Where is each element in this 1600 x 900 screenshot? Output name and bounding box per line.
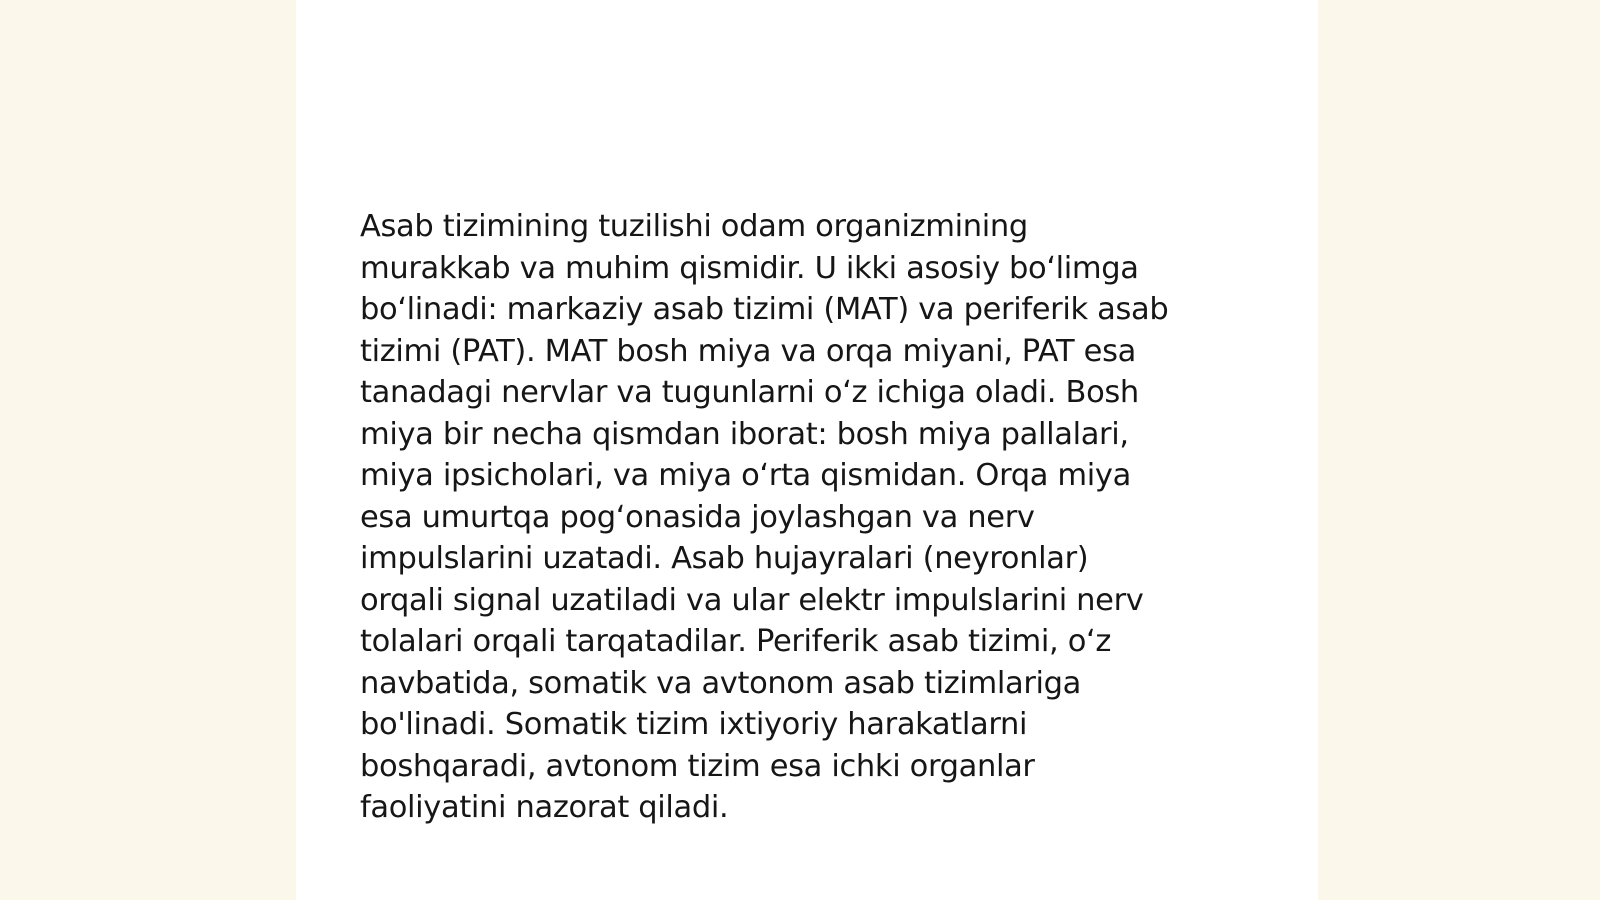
text-line: tolalari orqali tarqatadilar. Periferik asab tizimi, o‘z	[360, 624, 1112, 659]
text-line: navbatida, somatik va avtonom asab tizimlariga	[360, 665, 1082, 701]
text-line: bo'linadi. Somatik tizim ixtiyoriy harakatlarni	[360, 707, 1028, 742]
text-line: faoliyatini nazorat qiladi.	[360, 790, 729, 825]
text-line: murakkab va muhim qismidir. U ikki asosiy bo‘limga	[360, 250, 1139, 286]
body-paragraph	[360, 206, 1250, 829]
text-line: boshqaradi, avtonom tizim esa ichki organlar	[360, 748, 1035, 784]
document-page	[296, 0, 1318, 900]
text-line: orqali signal uzatiladi va ular elektr impulslarini nerv	[360, 582, 1144, 618]
text-line: miya bir necha qismdan iborat: bosh miya pallalari,	[360, 416, 1129, 452]
text-line: tanadagi nervlar va tugunlarni o‘z ichiga oladi. Bosh	[360, 375, 1139, 410]
text-line: miya ipsicholari, va miya o‘rta qismidan. Orqa miya	[360, 458, 1131, 493]
text-line: Asab tizimining tuzilishi odam organizmining	[360, 209, 1028, 244]
text-line: tizimi (PAT). MAT bosh miya va orqa miyani, PAT esa	[360, 333, 1136, 369]
text-line: esa umurtqa pog‘onasida joylashgan va nerv	[360, 499, 1035, 535]
text-line: impulslarini uzatadi. Asab hujayralari (neyronlar)	[360, 541, 1089, 576]
text-line: bo‘linadi: markaziy asab tizimi (MAT) va periferik asab	[360, 292, 1169, 327]
